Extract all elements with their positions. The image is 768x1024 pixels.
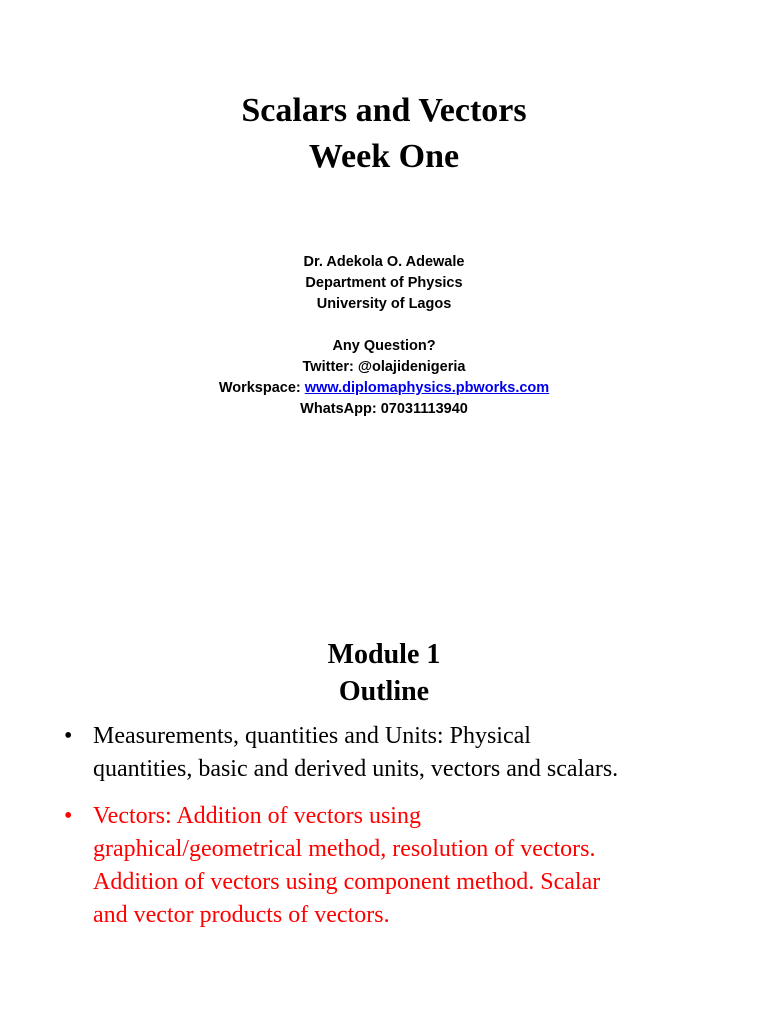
bullet-line: quantities, basic and derived units, vectors and scalars. xyxy=(93,756,619,782)
author-info xyxy=(0,252,768,420)
workspace-line xyxy=(0,378,768,399)
twitter-handle: Twitter: @olajidenigeria xyxy=(302,359,466,375)
bullet-line: and vector products of vectors. xyxy=(93,902,390,928)
slide-title xyxy=(0,88,768,180)
bullet-line: Measurements, quantities and Units: Physical xyxy=(93,723,531,749)
department-name: Department of Physics xyxy=(305,275,463,291)
workspace-label: Workspace: xyxy=(218,380,305,396)
outline-list xyxy=(0,720,768,946)
title-line-1: Scalars and Vectors xyxy=(241,92,527,129)
question-prompt: Any Question? xyxy=(332,338,436,354)
bullet-line: graphical/geometrical method, resolution of vectors. xyxy=(93,836,596,862)
module-title xyxy=(0,636,768,710)
spacer xyxy=(0,315,768,336)
module-title-line-1: Module 1 xyxy=(327,639,441,670)
author-name: Dr. Adekola O. Adewale xyxy=(303,254,465,270)
workspace-link[interactable]: www.diplomaphysics.pbworks.com xyxy=(304,380,550,396)
whatsapp-number: WhatsApp: 07031113940 xyxy=(300,401,468,417)
bullet-icon: • xyxy=(64,803,73,829)
bullet-icon: • xyxy=(64,723,73,749)
title-line-2: Week One xyxy=(308,138,460,175)
bullet-line: Vectors: Addition of vectors using xyxy=(93,803,421,829)
bullet-line: Addition of vectors using component method. Scalar xyxy=(93,869,601,895)
university-name: University of Lagos xyxy=(316,296,452,312)
outline-item-vectors xyxy=(0,800,768,932)
outline-item-measurements xyxy=(0,720,768,786)
outline-slide xyxy=(0,576,768,1024)
module-title-line-2: Outline xyxy=(338,676,430,707)
